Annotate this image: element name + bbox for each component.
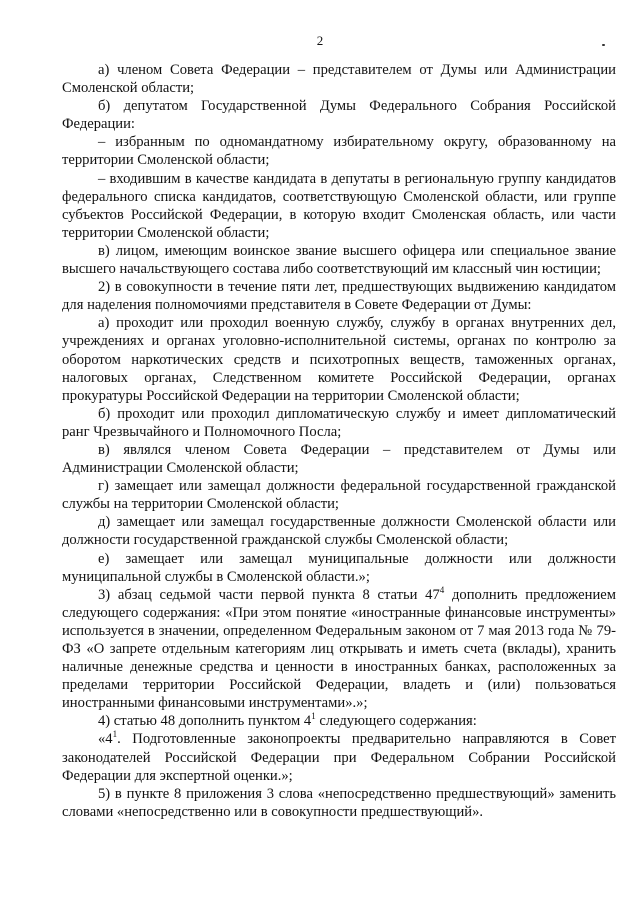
- paragraph-quote-4-1: [62, 730, 616, 784]
- paragraph-4-article-48: [62, 712, 616, 730]
- item4-superscript: 1: [311, 711, 316, 722]
- quote-superscript: 1: [112, 729, 118, 740]
- quote-text-before: «4: [98, 731, 113, 748]
- quote-text-after: . Подготовленные законопроекты предварительно направляются в Совет законодателей Российской Федерации при Федеральном Собрании Российской Федерации для экспертной оценки.»;: [62, 731, 616, 784]
- item3-text-before: 3) абзац седьмой части первой пункта 8 статьи 47: [98, 586, 440, 603]
- paragraph-2-five-years: 2) в совокупности в течение пяти лет, предшествующих выдвижению кандидатом для наделения полномочиями представителя в Совете Федерации от Думы:: [62, 279, 616, 314]
- item3-superscript: 4: [439, 584, 445, 595]
- paragraph-5-appendix-3: 5) в пункте 8 приложения 3 слова «непосредственно предшествующий» заменить словами «непосредственно или в совокупности предшествующий».: [62, 785, 616, 820]
- paragraph-g-federal-civil-service: г) замещает или замещал должности федеральной государственной гражданской службы на территории Смоленской области;: [62, 478, 616, 513]
- page-number: 2: [316, 33, 324, 48]
- paragraph-e-municipal-service: е) замещает или замещал муниципальные должности или должности муниципальной службы в Смоленской области.»;: [62, 550, 616, 585]
- item4-text-before: 4) статью 48 дополнить пунктом 4: [98, 713, 312, 730]
- paragraph-single-mandate-district: – избранным по одномандатному избирательному округу, образованному на территории Смоленской области;: [62, 134, 616, 169]
- item3-text-after: дополнить предложением следующего содержания: «При этом понятие «иностранные финансовые инструменты» используется в значении, определенном Федеральным законом от 7 мая 2013 года № 79-ФЗ «О запрете отдельным категориям лиц открывать и иметь счета (вклады), хранить наличные денежные средства и ценности в иностранных банках, расположенных за пределами территории Российской Федерации, владеть и (или) пользоваться иностранными финансовыми инструментами».»;: [62, 586, 616, 712]
- paragraph-v-military-rank: в) лицом, имеющим воинское звание высшего офицера или специальное звание высшего начальствующего состава либо соответствующий им классный чин юстиции;: [62, 242, 616, 278]
- paragraph-a-federation-council-member: а) членом Совета Федерации – представителем от Думы или Администрации Смоленской области;: [62, 62, 616, 97]
- paragraph-v-council-member: в) являлся членом Совета Федерации – представителем от Думы или Администрации Смоленской области;: [62, 441, 616, 477]
- item4-text-after: следующего содержания:: [315, 713, 477, 730]
- paragraph-b-state-duma-deputy: б) депутатом Государственной Думы Федерального Собрания Российской Федерации:: [62, 98, 616, 133]
- paragraph-d-regional-civil-service: д) замещает или замещал государственные должности Смоленской области или должности государственной гражданской службы Смоленской области;: [62, 514, 616, 549]
- scan-speck: [602, 44, 605, 46]
- paragraph-b-diplomatic-service: б) проходит или проходил дипломатическую службу и имеет дипломатический ранг Чрезвычайного и Полномочного Посла;: [62, 405, 616, 440]
- paragraph-3-article-47: [62, 586, 616, 713]
- paragraph-a-military-service: а) проходит или проходил военную службу, службу в органах внутренних дел, учреждениях и органах уголовно-исполнительной системы, органах по контролю за оборотом наркотических средств и психотропных веществ, таможенных органах, налоговых органах, Следственном комитете Российской Федерации, органах прокуратуры Российской Федерации на территории Смоленской области;: [62, 315, 616, 404]
- document-body: [62, 61, 616, 821]
- paragraph-regional-group-candidate: – входившим в качестве кандидата в депутаты в региональную группу кандидатов федерального списка кандидатов, соответствующую Смоленской области, или группе субъектов Российской Федерации, в которую входит Смоленская область, или части территории Смоленской области;: [62, 170, 616, 241]
